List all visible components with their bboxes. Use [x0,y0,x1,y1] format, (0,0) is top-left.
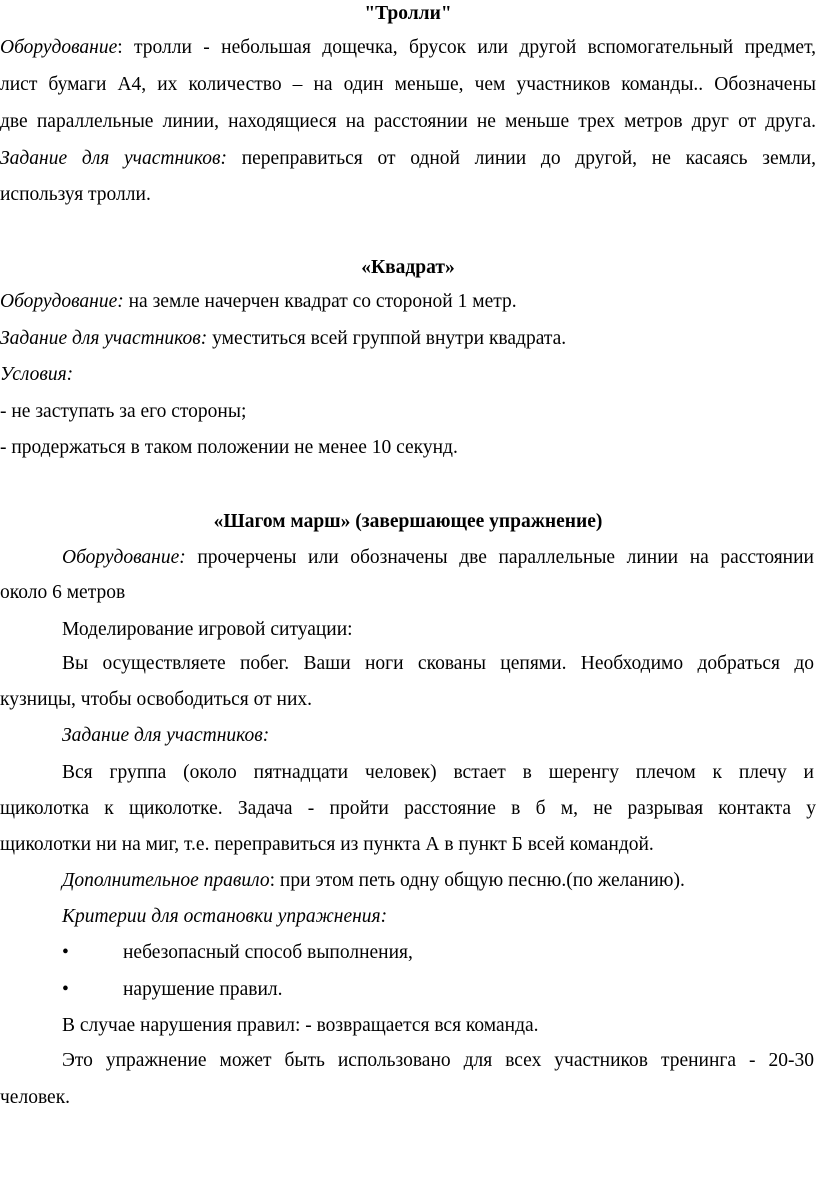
march-criteria-text-1: небезопасный способ выполнения, [123,942,413,963]
square-task-text: уместиться всей группой внутри квадрата. [207,328,567,349]
march-usage-line-2: человек. [0,1087,71,1108]
square-conditions-label: Условия: [0,364,74,385]
trolley-task-label: Задание для участников: [0,148,227,169]
trolley-task-line-1 [0,147,816,171]
march-equipment-text-1: прочерчены или обозначены две параллельные линии на расстоянии [185,547,814,568]
square-task-line [0,327,816,351]
march-equipment-line-2: около 6 метров [0,582,126,603]
march-criteria-text-2: нарушение правил. [123,979,283,1000]
march-task-line-3: щиколотки ни на миг, т.е. переправиться из пункта А в пункт Б всей командой. [0,834,654,855]
bullet-icon: • [62,979,69,1000]
trolley-equipment-line-3: две параллельные линии, находящиеся на расстоянии не меньше трех метров друг от друга. [0,111,816,132]
trolley-equipment-line-2: лист бумаги А4, их количество – на один меньше, чем участников команды.. Обозначены [0,74,816,95]
march-title: «Шагом марш» (завершающее упражнение) [213,511,603,532]
square-equipment-text: на земле начерчен квадрат со стороной 1 метр. [123,291,517,312]
square-task-label: Задание для участников: [0,328,208,349]
march-situation-line-1: Вы осуществляете побег. Ваши ноги скованы цепями. Необходимо добраться до [62,653,814,674]
trolley-equipment-line-1 [0,36,816,60]
march-equipment-label: Оборудование: [62,547,186,568]
square-equipment-line [0,290,816,314]
march-modeling: Моделирование игровой ситуации: [62,619,353,640]
march-usage-line-1: Это упражнение может быть использовано для всех участников тренинга - 20-30 [62,1050,814,1071]
march-extra-rule-line [62,869,814,893]
march-task-label: Задание для участников: [62,725,270,746]
march-situation-line-2: кузницы, чтобы освободиться от них. [0,689,313,710]
march-equipment-line-1 [62,546,814,570]
square-title: «Квадрат» [361,257,455,278]
square-condition-2: - продержаться в таком положении не менее 10 секунд. [0,437,458,458]
square-condition-1: - не заступать за его стороны; [0,401,247,422]
march-task-line-2: щиколотка к щиколотке. Задача - пройти расстояние в б м, не разрывая контакта у [0,798,816,819]
march-extra-rule-label: Дополнительное правило [62,870,270,891]
march-violation: В случае нарушения правил: - возвращается вся команда. [62,1015,539,1036]
trolley-task-text-1: переправиться от одной линии до другой, не касаясь земли, [226,148,816,169]
march-extra-rule-text: : при этом петь одну общую песню.(по желанию). [269,870,685,891]
march-criteria-label: Критерии для остановки упражнения: [62,906,388,927]
trolley-title: "Тролли" [364,3,452,24]
bullet-icon: • [62,942,69,963]
square-equipment-label: Оборудование: [0,291,124,312]
trolley-equipment-text-1: : тролли - небольшая дощечка, брусок или другой вспомогательный предмет, [117,37,816,58]
trolley-equipment-label: Оборудование [0,37,118,58]
march-task-line-1: Вся группа (около пятнадцати человек) встает в шеренгу плечом к плечу и [62,762,814,783]
trolley-task-line-2: используя тролли. [0,184,151,205]
